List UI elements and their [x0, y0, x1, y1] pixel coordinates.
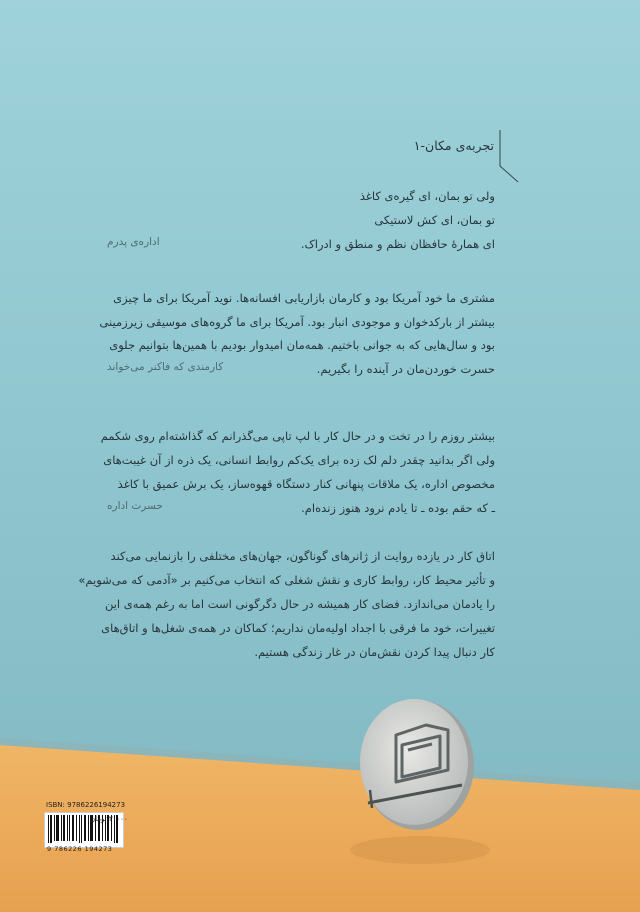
paragraph-attribution: کارمندی که فاکنر می‌خواند	[107, 361, 224, 373]
paragraph-line: مخصوص اداره، یک ملاقات پنهانی کنار دستگاه قهوه‌ساز، یک برش عمیق با کاغذ	[117, 477, 495, 491]
barcode-number: 9 786226 194273	[47, 845, 113, 853]
paragraph-line: بیشتر روزم را در تخت و در حال کار با لپ تاپی می‌گذرانم که گذاشته‌ام روی شکمم	[100, 429, 495, 443]
paragraph-line: مشتری ما خود آمریکا بود و کارمان بازاریابی افسانه‌ها. نوید آمریکا برای ما چیزی	[113, 291, 495, 305]
price-label: ۳۰۰۰۰ تومان	[90, 815, 128, 823]
paragraph-line: تغییرات، خود ما فرقی با اجداد اولیه‌مان نداریم؛ کماکان در همه‌ی شغل‌ها و اتاق‌های	[101, 621, 495, 635]
paragraph-line: ـ که حقم بوده ـ تا یادم نرود هنوز زنده‌ام.	[301, 501, 495, 515]
paragraph-line: را یادمان می‌اندازد. فضای کار همیشه در حال دگرگونی است اما به رغم همه‌ی این	[104, 597, 495, 611]
paragraph-attribution: حسرت اداره	[107, 500, 163, 512]
paragraph-line: کار دنبال پیدا کردن نقش‌مان در غار زندگی هستیم.	[254, 645, 495, 659]
isbn-label: ISBN: 9786226194273	[46, 801, 126, 809]
poem-line: ولی تو بمان، ای گیره‌ی کاغذ	[359, 189, 495, 203]
page-title: تجربه‌ی مکان-۱	[413, 138, 494, 153]
poem-line: ای همارهٔ حافظان نظم و منطق و ادراک.	[300, 237, 495, 251]
paragraph-line: بود و سال‌هایی که به جوانی باختیم. همه‌مان امیدوار بودیم با همین‌ها بتوانیم جلوی	[109, 338, 495, 352]
paragraph-line: و تأثیر محیط کار، روابط کاری و نقش شغلی که انتخاب می‌کنیم بر «آدمی که می‌شویم»	[78, 573, 495, 587]
paragraph-line: اتاق کار در یازده روایت از ژانرهای گوناگون، جهان‌های مختلفی را بازنمایی می‌کند	[110, 549, 495, 563]
paragraph-line: ولی اگر بدانید چقدر دلم لک زده برای یک‌کم روابط انسانی، یک ذره از آن غیبت‌های	[103, 453, 495, 467]
poem-attribution: اداره‌ی پدرم	[107, 236, 160, 248]
paragraph-line: بیشتر از بارکدخوان و موجودی انبار بود. آمریکا برای ما گروه‌های موسیقی زیرزمینی	[99, 315, 495, 329]
paragraph-line: حسرت خوردن‌مان در آینده را بگیریم.	[316, 362, 495, 376]
poem-line: تو بمان، ای کش لاستیکی	[374, 213, 495, 227]
